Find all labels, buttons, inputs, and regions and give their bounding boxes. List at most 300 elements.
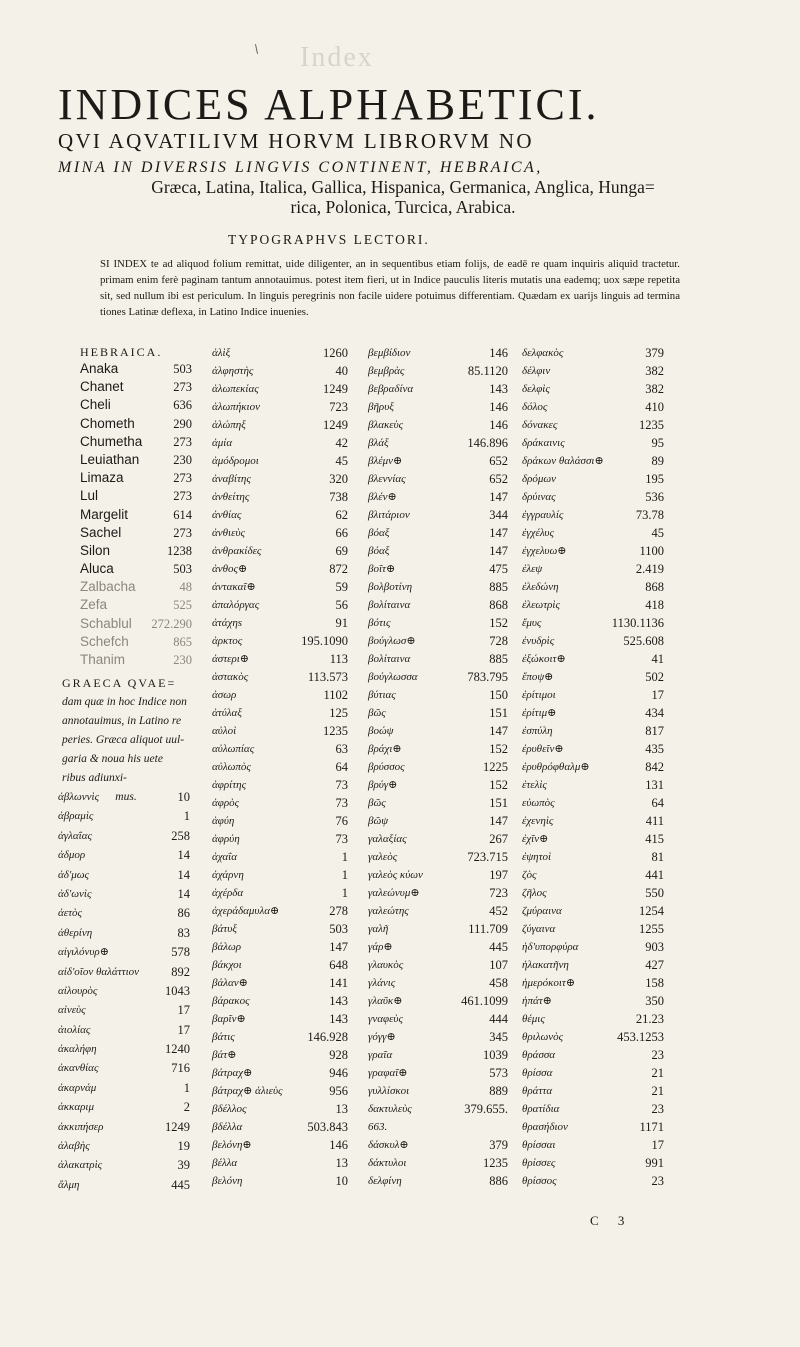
entry-term: ἀπαλόργας: [212, 599, 260, 611]
index-entry: [368, 830, 508, 848]
entry-page-number: 503: [173, 562, 192, 577]
index-entry: [212, 956, 348, 974]
entry-term: ἀφύη: [212, 815, 235, 827]
entry-page-number: 19: [177, 1139, 190, 1154]
entry-term: ἐτελὶς: [522, 779, 547, 791]
index-entry: [58, 1156, 190, 1175]
entry-term: Zalbacha: [80, 579, 136, 595]
entry-page-number: 23: [651, 1048, 664, 1062]
entry-term: βῶψ: [368, 815, 389, 827]
entry-term: γαλῆ: [368, 923, 389, 935]
entry-term: ἀδ'ωνὶς: [58, 887, 92, 900]
entry-term: ἀκανθίας: [58, 1062, 99, 1075]
entry-page-number: 152: [489, 742, 508, 756]
entry-term: βεμβρὰς: [368, 365, 405, 377]
entry-term: ἀστερι⊕: [212, 653, 250, 665]
entry-page-number: 147: [489, 526, 508, 540]
index-entry: [58, 1137, 190, 1156]
entry-term: ἡλακατῆνη: [522, 959, 569, 971]
index-entry: [522, 1118, 664, 1136]
entry-page-number: 14: [177, 867, 190, 882]
entry-term: βῆρυξ: [368, 401, 394, 413]
entry-term: βλάξ: [368, 437, 389, 449]
index-entry: [212, 452, 348, 470]
index-entry: [522, 560, 664, 578]
entry-page-number: 147: [489, 724, 508, 738]
bleed-through-text: Index: [300, 42, 374, 73]
index-entry: [212, 1046, 348, 1064]
entry-term: Anaka: [80, 361, 119, 376]
index-entry: [522, 974, 664, 992]
index-entry: [368, 1118, 508, 1136]
entry-term: Schefch: [80, 633, 129, 649]
entry-term: βολίταινα: [368, 599, 411, 611]
entry-page-number: 146.928: [307, 1030, 348, 1044]
entry-page-number: 503: [329, 922, 348, 936]
entry-term: γάρ⊕: [368, 941, 393, 953]
title-subline-1: QVI AQVATILIVM HORVM LIBRORVM NO: [58, 129, 534, 153]
index-entry: [368, 596, 508, 614]
entry-term: βοώψ: [368, 725, 394, 737]
index-entry: [522, 758, 664, 776]
entry-page-number: 64: [651, 796, 664, 810]
index-entry: [80, 415, 192, 433]
page-title: INDICES ALPHABETICI.: [58, 80, 600, 129]
entry-term: ἀμία: [212, 437, 233, 449]
index-entry: [58, 1001, 190, 1020]
greek-col3-list: [368, 344, 508, 1190]
entry-term: ἡπάτ⊕: [522, 995, 552, 1007]
entry-page-number: 107: [489, 958, 508, 972]
index-entry: [522, 992, 664, 1010]
entry-term: βεβραδίνα: [368, 383, 414, 395]
entry-term: θρίσσες: [522, 1157, 556, 1169]
index-entry: [522, 830, 664, 848]
section-heading: TYPOGRAPHVS LECTORI.: [228, 232, 430, 247]
entry-page-number: 63: [335, 742, 348, 756]
index-entry: [212, 434, 348, 452]
index-entry: [58, 982, 190, 1001]
entry-page-number: 230: [173, 653, 192, 667]
entry-page-number: 23: [651, 1174, 664, 1188]
index-entry: [212, 794, 348, 812]
entry-page-number: 48: [179, 580, 192, 595]
entry-term: βλέμν⊕: [368, 455, 403, 467]
entry-page-number: 45: [651, 526, 664, 540]
entry-term: ἀφρύη: [212, 833, 240, 845]
entry-page-number: 652: [489, 454, 508, 468]
index-entry: [368, 578, 508, 596]
entry-term: δράκων θαλάσσι⊕: [522, 455, 604, 467]
index-entry: [522, 938, 664, 956]
entry-term: ἐχενηὶς: [522, 815, 554, 827]
entry-page-number: 573: [489, 1066, 508, 1080]
index-entry: [522, 812, 664, 830]
entry-page-number: 273: [173, 489, 192, 504]
entry-page-number: 17: [177, 1022, 190, 1037]
greek-col2-list: [212, 344, 348, 1190]
entry-page-number: 1249: [165, 1119, 190, 1134]
entry-page-number: 903: [645, 940, 664, 954]
index-entry: [80, 578, 192, 596]
index-entry: [522, 380, 664, 398]
greek-note-line: dam quæ in hoc Indice non: [62, 696, 187, 708]
entry-page-number: 147: [489, 814, 508, 828]
greek-note-line: mus.: [115, 791, 137, 803]
index-entry: [212, 830, 348, 848]
index-entry: [212, 758, 348, 776]
entry-page-number: 434: [645, 706, 664, 720]
entry-term: Thanim: [80, 652, 126, 667]
entry-page-number: 1249: [323, 418, 348, 432]
index-entry: [212, 776, 348, 794]
entry-term: δελφίνη: [368, 1175, 402, 1187]
index-entry: [58, 1021, 190, 1040]
entry-page-number: 42: [335, 436, 348, 450]
entry-page-number: 146: [489, 400, 508, 414]
entry-term: ἀρκτος: [212, 635, 243, 647]
entry-page-number: 536: [645, 490, 664, 504]
index-entry: [212, 398, 348, 416]
entry-page-number: 738: [329, 490, 348, 504]
entry-term: βαρῖν⊕: [212, 1013, 246, 1025]
entry-page-number: 1100: [639, 544, 664, 558]
index-entry: [368, 902, 508, 920]
entry-page-number: 1: [341, 868, 348, 882]
index-entry: [368, 434, 508, 452]
entry-page-number: 62: [335, 508, 348, 522]
entry-page-number: 2: [183, 1100, 190, 1115]
index-entry: [522, 434, 664, 452]
index-entry: [522, 1154, 664, 1172]
entry-term: γαλαξίας: [368, 833, 407, 845]
entry-term: Limaza: [80, 470, 124, 486]
index-entry: [80, 615, 192, 633]
entry-term: ἄλμη: [58, 1178, 80, 1191]
entry-page-number: 89: [651, 454, 664, 468]
index-entry: [80, 651, 192, 669]
entry-page-number: 410: [645, 400, 664, 414]
entry-page-number: 40: [335, 364, 348, 378]
index-entry: [368, 1154, 508, 1172]
index-entry: [212, 1010, 348, 1028]
entry-term: θρασήδιον: [522, 1121, 568, 1133]
entry-page-number: 267: [489, 832, 508, 846]
entry-page-number: 411: [645, 814, 664, 828]
index-entry: [58, 1118, 190, 1137]
index-entry: [212, 1136, 348, 1154]
entry-page-number: 73: [335, 796, 348, 810]
entry-page-number: 23: [651, 1102, 664, 1116]
entry-term: ἐγχελυω⊕: [522, 545, 567, 557]
entry-term: γλαυκὸς: [368, 959, 404, 971]
entry-term: βούγλωσσα: [368, 671, 418, 683]
entry-term: Zefa: [80, 597, 108, 613]
entry-page-number: 146.896: [467, 436, 508, 450]
entry-page-number: 1235: [323, 724, 348, 738]
index-entry: [212, 740, 348, 758]
entry-page-number: 41: [651, 652, 664, 666]
index-entry: [58, 788, 190, 807]
entry-page-number: 290: [173, 416, 192, 431]
index-entry: [368, 668, 508, 686]
greek-col-4: [522, 344, 664, 1190]
entry-term: γραῖα: [368, 1049, 393, 1061]
entry-term: βόαξ: [368, 527, 390, 539]
entry-term: δελφὶς: [522, 383, 550, 395]
entry-term: ἐρίτιμ⊕: [522, 707, 557, 719]
entry-term: 663.: [368, 1121, 388, 1133]
entry-page-number: 143: [329, 1012, 348, 1026]
index-entry: [80, 542, 192, 560]
index-entry: [80, 360, 192, 378]
entry-term: βάτυξ: [212, 923, 237, 935]
index-entry: [368, 542, 508, 560]
entry-page-number: 152: [489, 778, 508, 792]
entry-term: γαλεώνυμ⊕: [368, 887, 420, 899]
entry-page-number: 503: [173, 362, 192, 376]
entry-term: Silon: [80, 542, 111, 558]
index-entry: [212, 650, 348, 668]
index-entry: [212, 884, 348, 902]
index-entry: [522, 1136, 664, 1154]
index-entry: [368, 398, 508, 416]
entry-term: ἀναβίτης: [212, 473, 251, 485]
index-entry: [522, 488, 664, 506]
entry-page-number: 379.655.: [464, 1102, 508, 1116]
entry-term: βρύσσος: [368, 761, 405, 773]
index-entry: [212, 506, 348, 524]
index-entry: [368, 650, 508, 668]
entry-page-number: 273: [173, 525, 192, 540]
entry-term: ἀνθος⊕: [212, 563, 248, 575]
entry-page-number: 39: [177, 1158, 190, 1173]
entry-term: δέλφιν: [522, 365, 551, 377]
hebraica-heading: HEBRAICA.: [80, 345, 163, 359]
entry-term: δόνακες: [522, 419, 558, 431]
index-entry: [522, 344, 664, 362]
entry-term: ἀνθρακίδες: [212, 545, 262, 557]
entry-page-number: 151: [489, 706, 508, 720]
entry-page-number: 143: [489, 382, 508, 396]
entry-term: βόαξ: [368, 545, 390, 557]
index-entry: [368, 992, 508, 1010]
index-entry: [212, 812, 348, 830]
index-entry: [368, 1010, 508, 1028]
entry-page-number: 723.715: [467, 850, 508, 864]
entry-page-number: 146: [489, 346, 508, 360]
entry-term: ἐρίτιμοι: [522, 689, 556, 701]
entry-term: ἀκκαριμ: [58, 1101, 94, 1114]
index-entry: [58, 904, 190, 923]
index-entry: [58, 963, 190, 982]
entry-page-number: 458: [489, 976, 508, 990]
index-entry: [212, 668, 348, 686]
index-entry: [522, 740, 664, 758]
index-entry: [212, 1100, 348, 1118]
entry-page-number: 1240: [165, 1042, 190, 1057]
greek-col-2: [212, 344, 348, 1190]
index-entry: [368, 416, 508, 434]
index-entry: [368, 956, 508, 974]
entry-term: θρίσσαι: [522, 1139, 556, 1151]
index-entry: [522, 632, 664, 650]
entry-term: γναφεὺς: [368, 1013, 403, 1025]
entry-term: ἀμόδρομοι: [212, 455, 259, 467]
entry-term: Sachel: [80, 524, 122, 540]
entry-page-number: 1039: [483, 1048, 508, 1062]
entry-page-number: 1102: [323, 688, 348, 702]
entry-term: ἐρυθρόφθαλμ⊕: [522, 761, 590, 773]
index-entry: [368, 452, 508, 470]
entry-page-number: 146: [329, 1138, 348, 1152]
entry-term: βολίταινα: [368, 653, 411, 665]
index-entry: [522, 542, 664, 560]
entry-term: Chumetha: [80, 433, 143, 449]
index-entry: [58, 846, 190, 865]
greek-note-line: garia & noua his uete: [62, 753, 163, 765]
index-entry: [368, 686, 508, 704]
title-subline-3: Græca, Latina, Italica, Gallica, Hispanica, Germanica, Anglica, Hunga=: [151, 177, 655, 197]
entry-term: ἀετὸς: [58, 907, 83, 920]
index-entry: [212, 542, 348, 560]
entry-term: βράχι⊕: [368, 743, 402, 755]
entry-page-number: 1235: [639, 418, 664, 432]
entry-page-number: 73: [335, 778, 348, 792]
entry-page-number: 14: [177, 848, 190, 863]
index-entry: [212, 632, 348, 650]
index-entry: [522, 596, 664, 614]
entry-page-number: 842: [645, 760, 664, 774]
entry-term: θράττα: [522, 1085, 553, 1097]
index-entry: [522, 704, 664, 722]
index-entry: [80, 451, 192, 469]
index-entry: [58, 885, 190, 904]
entry-page-number: 382: [645, 382, 664, 396]
index-entry: [212, 1154, 348, 1172]
index-entry: [522, 866, 664, 884]
entry-term: ζῆλος: [522, 887, 547, 899]
index-entry: [58, 924, 190, 943]
index-entry: [368, 740, 508, 758]
index-entry: [80, 487, 192, 505]
entry-page-number: 147: [489, 544, 508, 558]
ink-mark: [255, 44, 258, 54]
entry-page-number: 66: [335, 526, 348, 540]
entry-page-number: 158: [645, 976, 664, 990]
entry-page-number: 1238: [167, 543, 192, 558]
entry-term: ἀβραμὶς: [58, 810, 94, 823]
entry-term: βελόνη⊕: [212, 1139, 252, 1151]
index-entry: [522, 686, 664, 704]
entry-term: ἐλεωτρὶς: [522, 599, 560, 611]
entry-term: ἀλφηστὴς: [212, 365, 254, 377]
entry-page-number: 444: [489, 1012, 508, 1026]
entry-page-number: 10: [335, 1174, 348, 1188]
entry-term: βάτ⊕: [212, 1049, 237, 1061]
entry-page-number: 1: [183, 1080, 190, 1095]
index-entry: [368, 1028, 508, 1046]
index-entry: [368, 470, 508, 488]
entry-term: θράσσα: [522, 1049, 556, 1061]
entry-page-number: 1: [341, 886, 348, 900]
entry-term: αἰλουρὸς: [58, 984, 98, 997]
entry-page-number: 1249: [323, 382, 348, 396]
entry-term: βλεννίας: [368, 473, 406, 485]
entry-page-number: 648: [329, 958, 348, 972]
entry-term: Leuiathan: [80, 451, 140, 467]
index-entry: [522, 416, 664, 434]
index-entry: [212, 1082, 348, 1100]
entry-page-number: 345: [489, 1030, 508, 1044]
entry-term: αὐλοὶ: [212, 725, 237, 737]
entry-term: γραφαῖ⊕: [368, 1067, 408, 1079]
index-entry: [368, 1100, 508, 1118]
entry-page-number: 350: [645, 994, 664, 1008]
entry-term: ἔμυς: [522, 617, 542, 629]
index-entry: [80, 396, 192, 414]
entry-term: αἰδ'οῖον θαλάττιον: [58, 965, 140, 978]
index-entry: [522, 470, 664, 488]
index-entry: [368, 758, 508, 776]
index-entry: [212, 1172, 348, 1190]
index-entry: [368, 938, 508, 956]
greek-col1-list: [58, 788, 190, 1195]
entry-page-number: 273: [173, 471, 192, 486]
entry-page-number: 59: [335, 580, 348, 594]
column-1: [80, 340, 192, 669]
entry-term: ἀντακαῖ⊕: [212, 581, 256, 593]
index-entry: [212, 560, 348, 578]
index-entry: [522, 1046, 664, 1064]
greek-note-line: annotauimus, in Latino re: [62, 715, 182, 727]
entry-term: Lul: [80, 488, 99, 504]
index-entry: [368, 1082, 508, 1100]
entry-term: αὐλωπίας: [212, 743, 255, 755]
entry-page-number: 379: [489, 1138, 508, 1152]
entry-page-number: 45: [335, 454, 348, 468]
entry-page-number: 1254: [639, 904, 664, 918]
index-entry: [368, 380, 508, 398]
index-entry: [212, 1028, 348, 1046]
entry-term: βάλαν⊕: [212, 977, 248, 989]
index-entry: [212, 524, 348, 542]
index-entry: [212, 578, 348, 596]
entry-term: ἐγχέλυς: [522, 527, 554, 539]
entry-page-number: 83: [177, 925, 190, 940]
entry-term: θρίσσα: [522, 1067, 553, 1079]
index-entry: [212, 596, 348, 614]
entry-page-number: 17: [651, 688, 664, 702]
index-entry: [80, 378, 192, 396]
entry-term: ἐλεψ: [522, 563, 543, 575]
entry-page-number: 1171: [639, 1120, 664, 1134]
index-entry: [368, 974, 508, 992]
entry-page-number: 150: [489, 688, 508, 702]
entry-term: ἀτάχηs: [212, 617, 243, 629]
entry-page-number: 86: [177, 906, 190, 921]
greek-note-line: ribus adiunxi-: [62, 772, 127, 784]
entry-page-number: 783.795: [467, 670, 508, 684]
greek-col-1: [58, 788, 190, 1195]
entry-page-number: 85.1120: [467, 364, 508, 378]
entry-term: δρόμων: [522, 473, 557, 485]
index-entry: [368, 776, 508, 794]
entry-page-number: 195: [645, 472, 664, 486]
entry-term: ἀκαρνάμ: [58, 1081, 97, 1094]
entry-page-number: 258: [171, 828, 190, 843]
entry-term: ἀκκιπήσερ: [58, 1120, 104, 1133]
